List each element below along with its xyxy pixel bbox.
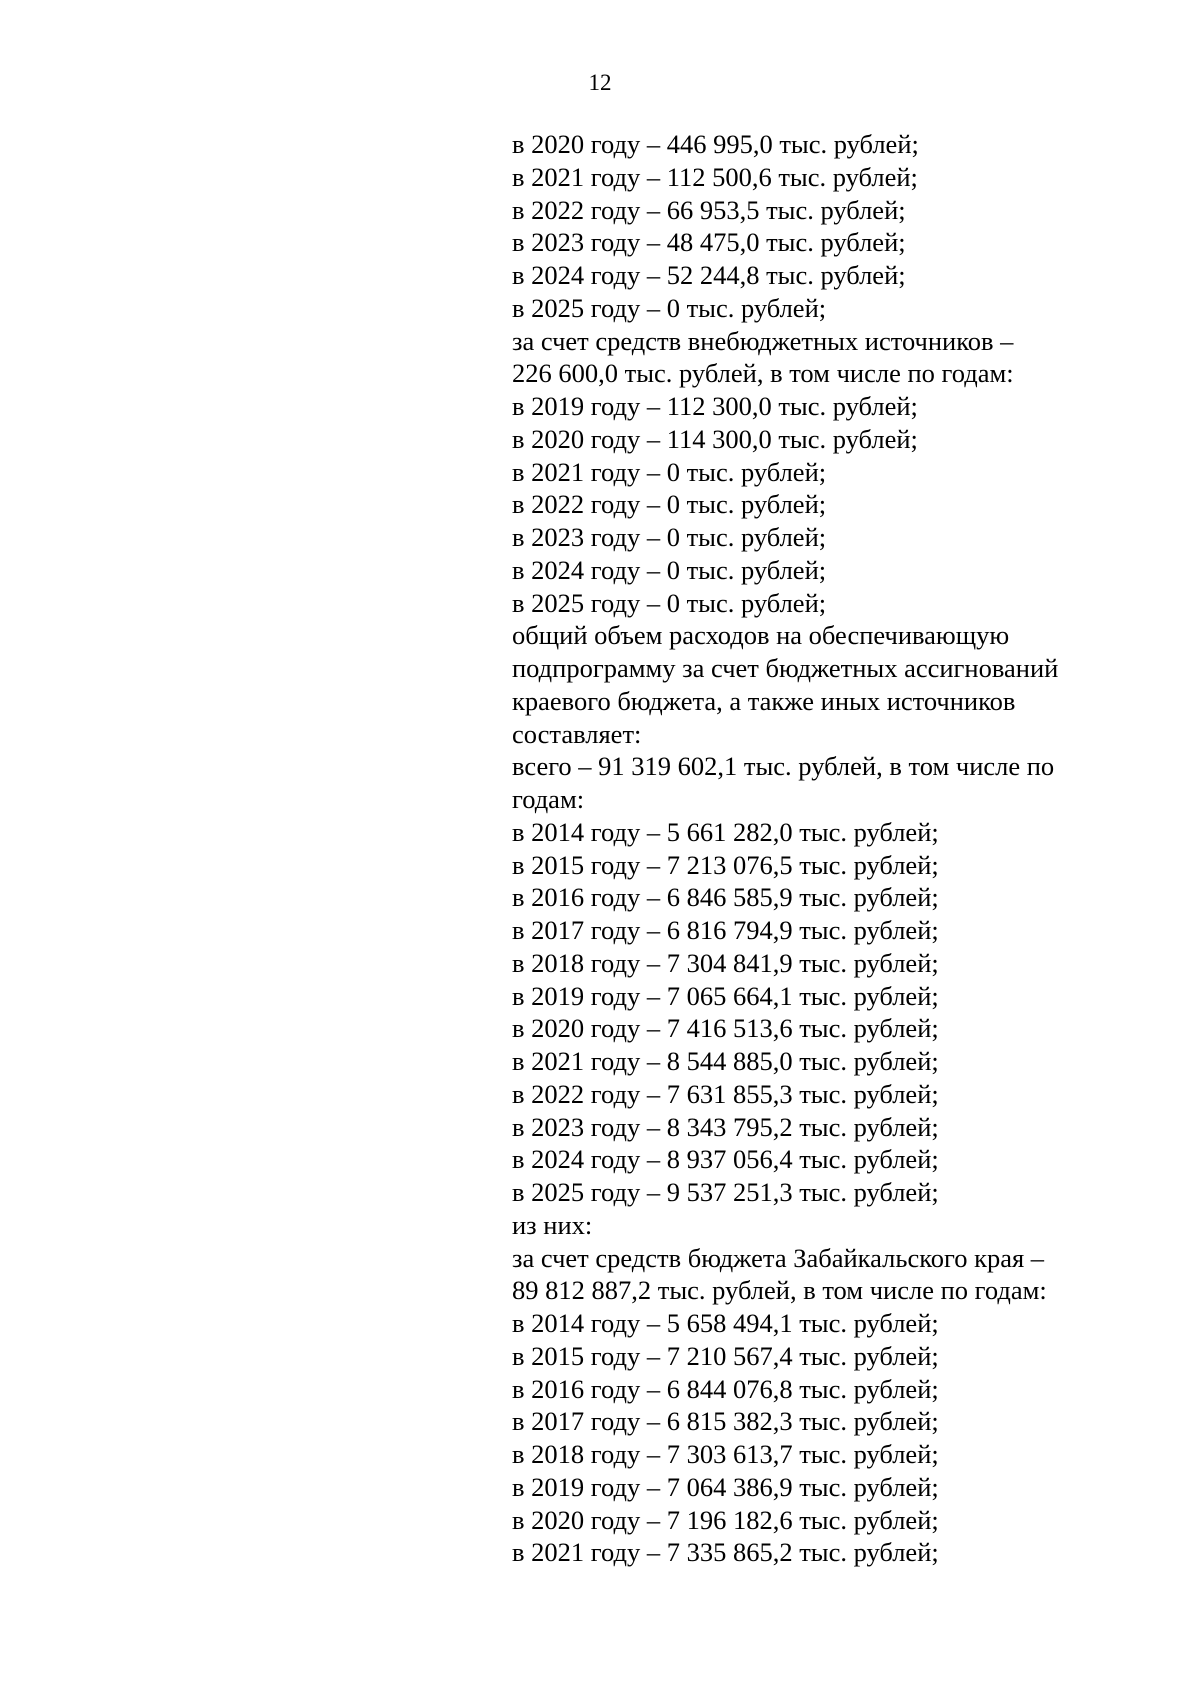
text-line: из них: (512, 1209, 593, 1240)
text-line: подпрограмму за счет бюджетных ассигнований (512, 653, 1059, 683)
text-line: в 2016 году – 6 844 076,8 тыс. рублей; (512, 1373, 939, 1404)
text-line: в 2019 году – 7 065 664,1 тыс. рублей; (512, 980, 939, 1011)
page-number: 12 (588, 70, 612, 95)
text-line: в 2017 году – 6 815 382,3 тыс. рублей; (512, 1406, 939, 1437)
document-text-column (512, 128, 1122, 1569)
text-line: в 2021 году – 112 500,6 тыс. рублей; (512, 161, 918, 192)
text-line: общий объем расходов на обеспечивающую (512, 620, 1010, 651)
text-line: в 2019 году – 7 064 386,9 тыс. рублей; (512, 1471, 939, 1502)
text-line: в 2022 году – 7 631 855,3 тыс. рублей; (512, 1078, 939, 1109)
text-line: годам: (512, 784, 585, 814)
text-line: в 2025 году – 0 тыс. рублей; (512, 292, 827, 323)
text-line: в 2025 году – 9 537 251,3 тыс. рублей; (512, 1177, 939, 1207)
text-line: в 2023 году – 8 343 795,2 тыс. рублей; (512, 1111, 939, 1142)
text-line: в 2019 году – 112 300,0 тыс. рублей; (512, 391, 918, 421)
text-line: в 2023 году – 48 475,0 тыс. рублей; (512, 227, 906, 258)
text-line: в 2024 году – 52 244,8 тыс. рублей; (512, 260, 906, 290)
text-line: в 2016 году – 6 846 585,9 тыс. рублей; (512, 882, 939, 913)
text-line: 89 812 887,2 тыс. рублей, в том числе по годам: (512, 1275, 1047, 1306)
text-line: в 2020 году – 446 995,0 тыс. рублей; (512, 129, 919, 159)
text-line: в 2021 году – 0 тыс. рублей; (512, 456, 827, 487)
text-line: в 2020 году – 7 196 182,6 тыс. рублей; (512, 1504, 939, 1535)
text-line: всего – 91 319 602,1 тыс. рублей, в том числе по (512, 751, 1055, 782)
text-line: составляет: (512, 718, 642, 749)
text-line: в 2020 году – 7 416 513,6 тыс. рублей; (512, 1013, 939, 1044)
text-line: 226 600,0 тыс. рублей, в том числе по годам: (512, 358, 1014, 389)
text-line: в 2022 году – 66 953,5 тыс. рублей; (512, 194, 906, 225)
text-line: в 2021 году – 8 544 885,0 тыс. рублей; (512, 1046, 939, 1076)
text-line: за счет средств бюджета Забайкальского края – (512, 1242, 1045, 1273)
text-line: в 2015 году – 7 210 567,4 тыс. рублей; (512, 1340, 939, 1371)
text-line: в 2023 году – 0 тыс. рублей; (512, 522, 827, 552)
text-line: в 2024 году – 8 937 056,4 тыс. рублей; (512, 1144, 939, 1175)
text-line: в 2022 году – 0 тыс. рублей; (512, 489, 827, 520)
text-line: в 2014 году – 5 661 282,0 тыс. рублей; (512, 816, 939, 847)
text-line: за счет средств внебюджетных источников – (512, 325, 1014, 356)
text-line: в 2017 году – 6 816 794,9 тыс. рублей; (512, 915, 939, 945)
text-line: в 2024 году – 0 тыс. рублей; (512, 554, 827, 585)
text-line: в 2025 году – 0 тыс. рублей; (512, 587, 827, 618)
text-line: в 2018 году – 7 303 613,7 тыс. рублей; (512, 1439, 939, 1469)
text-line: в 2015 году – 7 213 076,5 тыс. рублей; (512, 849, 939, 880)
text-line: в 2014 году – 5 658 494,1 тыс. рублей; (512, 1308, 939, 1338)
text-line: в 2020 году – 114 300,0 тыс. рублей; (512, 423, 918, 454)
text-line: в 2021 году – 7 335 865,2 тыс. рублей; (512, 1537, 939, 1568)
text-line: краевого бюджета, а также иных источников (512, 685, 1016, 716)
text-line: в 2018 году – 7 304 841,9 тыс. рублей; (512, 947, 939, 978)
